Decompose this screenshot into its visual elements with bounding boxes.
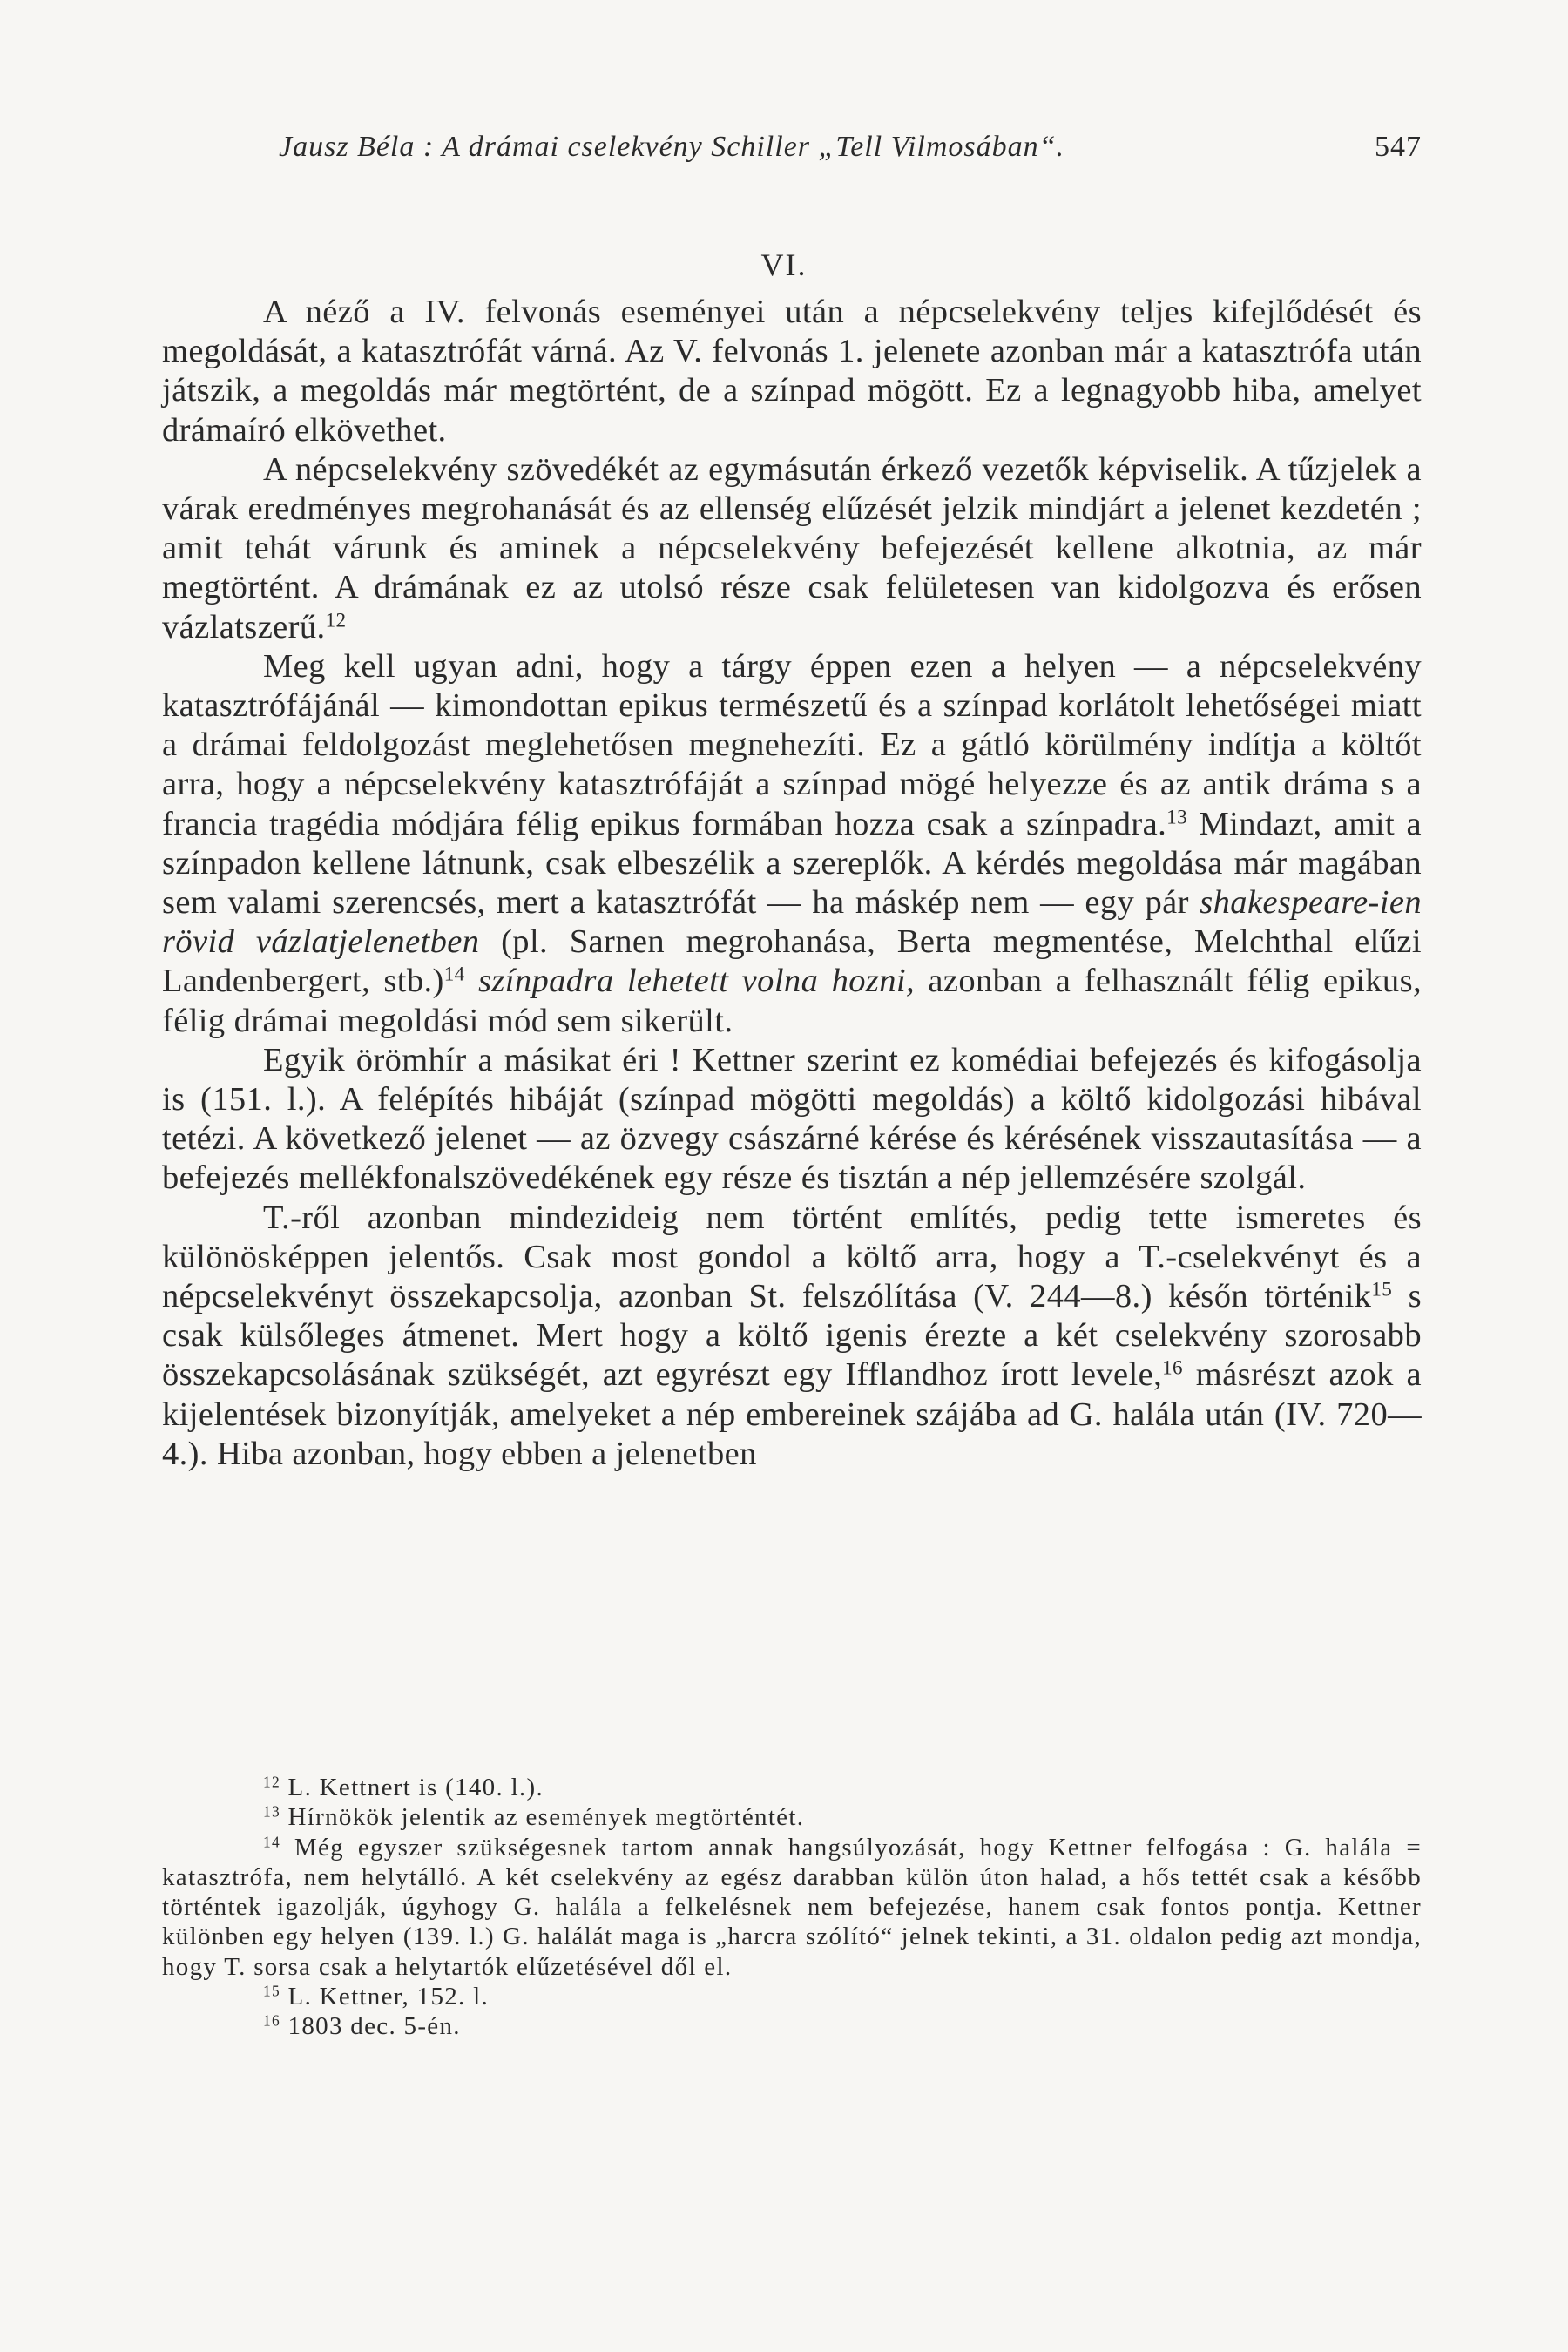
footnote [162,2011,1422,2041]
text-run: T.-ről azonban mindezideig nem történt említés, pedig tette ismeretes és különösképpen jelentős. Csak most gondol a költő arra, hogy a T.-cselekvényt és a népcselekvényt összekapcsolja, azonban St. felszólítása (V. 244—8.) későn történik [162,1199,1422,1315]
footnote-text: 1803 dec. 5-én. [280,2012,461,2041]
text-run: Meg kell ugyan adni, hogy a tárgy éppen ezen a helyen — a népcselekvény katasztrófájánál — kimondottan epikus természetű és a színpad korlátolt lehetőségei miatt a drámai feldolgozást meglehetősen megnehezíti. Ez a gátló körülmény indítja a költőt arra, hogy a népcselekvény katasztrófáját a színpad mögé helyezze és az antik dráma s a francia tragédia módjára félig epikus formában hozza csak a színpadra. [162,647,1422,842]
footnote-text: Hírnökök jelentik az események megtörténtét. [280,1803,805,1832]
footnote-number: 14 [263,1833,280,1851]
footnote-reference: 14 [443,962,465,985]
footnote-reference: 15 [1371,1277,1393,1301]
text-run: Egyik örömhír a másikat éri ! Kettner szerint ez komédiai befejezés és kifogásolja is (151. l.). A felépítés hibáját (színpad mögötti megoldás) a költő kidolgozási hibával tetézi. A következő jelenet — az özvegy császárné kérése és kérésének visszautasítása — a befejezés mellékfonalszövedékének egy része és tisztán a nép jellemzésére szolgál. [162,1041,1422,1197]
italic-text: színpadra lehetett volna hozni, [477,963,916,1000]
text-run: s csak külsőleges átmenet. Mert hogy a költő igenis érezte a két cselekvény szorosabb összekapcsolásának szükségét, azt egyrészt egy Ifflandhoz írott levele, [162,1278,1422,1394]
footnote-number: 16 [263,2011,280,2030]
footnotes [162,1773,1422,2042]
footnote-number: 12 [263,1773,280,1791]
footnote [162,1833,1422,1982]
footnote-text: L. Kettner, 152. l. [280,1983,490,2011]
text-run: másrészt azok a kijelentések bizonyítják, amelyeket a nép embereinek szájába ad G. halála után (IV. 720—4.). Hiba azonban, hogy ebben a jelenetben [162,1356,1422,1472]
footnote-number: 13 [263,1802,280,1821]
text-run: Mindazt, amit a színpadon kellene látnunk, csak elbeszélik a szereplők. A kérdés megoldása már magában sem valami szerencsés, mert a katasztrófát — ha máskép nem — egy pár [162,805,1422,922]
footnote-text: Még egyszer szükségesnek tartom annak hangsúlyozását, hogy Kettner felfogása : G. halála = katasztrófa, nem helytálló. A két cselekvény az egész darabban külön úton halad, a hős tettét csak a később történtek igazolják, úgyhogy G. halála a felkelésnek nem befejezése, hanem csak fontos pontja. Kettner különben egy helyen (139. l.) G. halálát maga is „harcra szólító“ jelnek tekinti, a 31. oldalon pedig azt mondja, hogy T. sorsa csak a helytartók elűzetésével dől el. [162,1833,1422,1981]
body-text [162,293,1422,1474]
text-run: A népcselekvény szövedékét az egymásután érkező vezetők képviselik. A tűzjelek a várak eredményes megrohanását és az ellenség elűzését jelzik mindjárt a jelenet kezdetén ; amit tehát várunk és aminek a népcselekvény befejezését kellene alkotnia, az már megtörtént. A drámának ez az utolsó része csak felületesen van kidolgozva és erősen vázlatszerű. [162,450,1422,645]
section-number: VI. [760,247,808,282]
footnote-reference: 16 [1162,1355,1184,1379]
page-number: 547 [1375,131,1422,163]
running-header [279,131,1422,174]
footnote [162,1982,1422,2011]
footnote [162,1773,1422,1802]
paragraph [162,450,1422,647]
paragraph [162,1199,1422,1474]
footnote-text: L. Kettnert is (140. l.). [280,1774,544,1801]
footnote-reference: 13 [1166,804,1188,828]
running-title: Jausz Béla : A drámai cselekvény Schiller „Tell Vilmosában“. [279,131,1065,163]
text-run: (pl. Sarnen megrohanása, Berta megmentése, Melchthal elűzi Landenbergert, stb.) [162,923,1422,1000]
paragraph [162,293,1422,450]
footnote [162,1802,1422,1832]
text-run [465,963,478,999]
text-run: azonban a felhasznált félig epikus, félig drámai megoldási mód sem sikerült. [162,963,1422,1039]
text-run: A néző a IV. felvonás eseményei után a népcselekvény teljes kifejlődését és megoldását, a katasztrófát várná. Az V. felvonás 1. jelenete azonban már a katasztrófa után játszik, a megoldás már megtörtént, de a színpad mögött. Ez a legnagyobb hiba, amelyet drámaíró elkövethet. [162,294,1422,449]
footnote-reference: 12 [325,607,347,631]
paragraph [162,647,1422,1041]
paragraph [162,1041,1422,1199]
italic-text: shakespeare-ien rövid vázlatjelenetben [162,884,1422,961]
footnote-number: 15 [263,1982,280,2000]
